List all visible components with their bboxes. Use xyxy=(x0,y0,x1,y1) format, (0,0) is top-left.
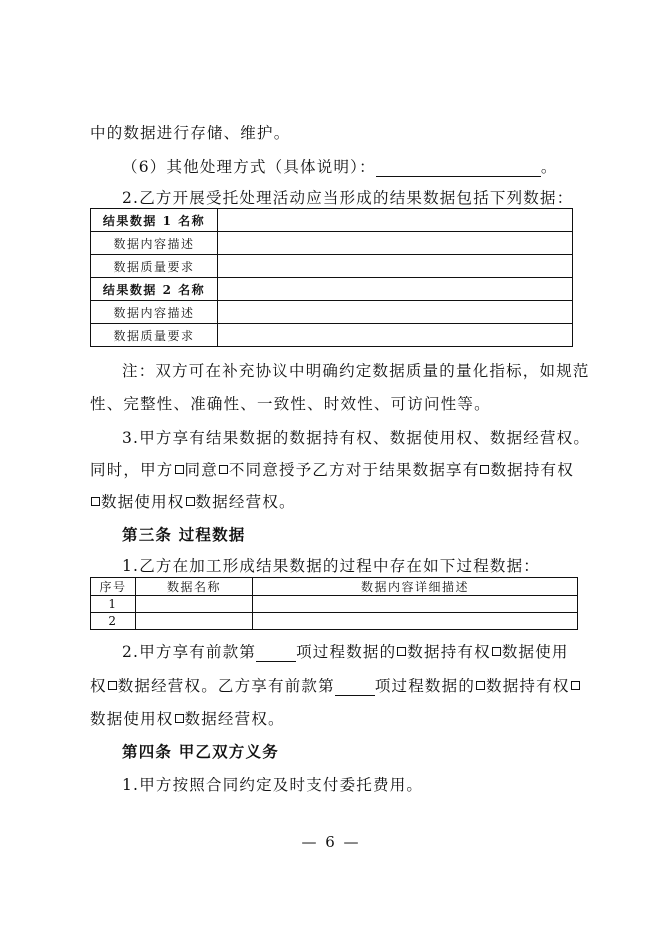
process-rights-c: 数据持有权 xyxy=(407,643,491,661)
table-header-cell: 序号 xyxy=(91,578,136,596)
paragraph-storage: 中的数据进行存储、维护。 xyxy=(90,124,291,142)
table-row xyxy=(91,324,573,347)
process-rights-d: 数据使用 xyxy=(501,643,569,661)
other-method-end: 。 xyxy=(540,158,558,176)
checkbox-a-usage-right[interactable] xyxy=(492,647,501,656)
table-row xyxy=(91,278,573,301)
checkbox-a-holding-right[interactable] xyxy=(397,647,406,656)
checkbox-disagree[interactable] xyxy=(219,465,228,474)
table-row xyxy=(91,209,573,232)
table-row xyxy=(91,232,573,255)
paragraph-process-data-intro: 1.乙方在加工形成结果数据的过程中存在如下过程数据： xyxy=(122,557,540,575)
result-data-table xyxy=(90,208,573,347)
grant-operation-text: 数据经营权。 xyxy=(195,493,296,511)
process-rights-f: 数据经营权。乙方享有前款第 xyxy=(117,677,335,695)
table-cell-value[interactable] xyxy=(218,278,573,301)
process-rights-b: 项过程数据的 xyxy=(296,643,397,661)
paragraph-process-rights-end xyxy=(90,707,285,729)
paragraph-result-data-intro: 2.乙方开展受托处理活动应当形成的结果数据包括下列数据： xyxy=(122,189,574,207)
checkbox-usage-right[interactable] xyxy=(91,497,100,506)
process-rights-a: 2.甲方享有前款第 xyxy=(122,643,257,661)
process-data-table xyxy=(90,577,578,630)
other-method-label: （6）其他处理方式（具体说明）： xyxy=(122,158,376,176)
note-line-1: 注：双方可在补充协议中明确约定数据质量的量化指标，如规范 xyxy=(122,362,590,380)
table-cell: 2 xyxy=(91,613,136,630)
table-cell[interactable] xyxy=(136,596,253,613)
heading-article-3: 第三条 过程数据 xyxy=(122,525,246,544)
item-number-blank-b[interactable] xyxy=(335,695,375,696)
table-cell-label: 数据内容描述 xyxy=(91,232,218,255)
checkbox-b-holding-right[interactable] xyxy=(476,681,485,690)
note-line-2: 性、完整性、准确性、一致性、时效性、可访问性等。 xyxy=(90,395,491,413)
table-cell-label: 结果数据 1 名称 xyxy=(91,209,218,232)
table-row xyxy=(91,301,573,324)
table-cell-value[interactable] xyxy=(218,301,573,324)
process-rights-g: 项过程数据的 xyxy=(374,677,476,695)
process-rights-h: 数据持有权 xyxy=(486,677,570,695)
paragraph-party-a-duty: 1.甲方按照合同约定及时支付委托费用。 xyxy=(122,776,424,794)
grant-text-d: 数据持有权 xyxy=(490,461,574,479)
table-cell-label: 数据质量要求 xyxy=(91,324,218,347)
paragraph-other-method xyxy=(122,155,558,177)
table-cell: 1 xyxy=(91,596,136,613)
table-cell-value[interactable] xyxy=(218,209,573,232)
table-cell[interactable] xyxy=(253,613,578,630)
table-row xyxy=(91,255,573,278)
table-cell-value[interactable] xyxy=(218,324,573,347)
grant-text-a: 同时，甲方 xyxy=(90,461,174,479)
paragraph-rights: 3.甲方享有结果数据的数据持有权、数据使用权、数据经营权。 xyxy=(122,429,591,447)
table-cell-value[interactable] xyxy=(218,255,573,278)
paragraph-process-rights-cont xyxy=(90,674,581,696)
heading-article-4: 第四条 甲乙双方义务 xyxy=(122,742,279,761)
process-rights-i: 数据使用权 xyxy=(90,710,174,728)
table-row xyxy=(91,613,578,630)
table-header-row xyxy=(91,578,578,596)
table-row xyxy=(91,596,578,613)
table-cell-value[interactable] xyxy=(218,232,573,255)
process-rights-e: 权 xyxy=(90,677,107,695)
process-rights-j: 数据经营权。 xyxy=(184,710,285,728)
checkbox-b-operation-right[interactable] xyxy=(175,714,184,723)
table-cell-label: 数据质量要求 xyxy=(91,255,218,278)
grant-text-c: 不同意授予乙方对于结果数据享有 xyxy=(228,461,480,479)
checkbox-operation-right[interactable] xyxy=(186,497,195,506)
checkbox-a-operation-right[interactable] xyxy=(108,681,117,690)
page-number: — 6 — xyxy=(301,833,361,851)
item-number-blank-a[interactable] xyxy=(256,661,296,662)
checkbox-holding-right[interactable] xyxy=(480,465,489,474)
grant-text-b: 同意 xyxy=(184,461,218,479)
table-header-cell: 数据内容详细描述 xyxy=(253,578,578,596)
checkbox-b-usage-right[interactable] xyxy=(571,681,580,690)
table-cell-label: 结果数据 2 名称 xyxy=(91,278,218,301)
table-cell-label: 数据内容描述 xyxy=(91,301,218,324)
paragraph-grant xyxy=(90,458,574,480)
table-cell[interactable] xyxy=(136,613,253,630)
paragraph-grant-cont xyxy=(90,490,296,512)
checkbox-agree[interactable] xyxy=(175,465,184,474)
other-method-blank[interactable] xyxy=(376,176,541,177)
paragraph-process-rights xyxy=(122,640,569,662)
grant-usage-text: 数据使用权 xyxy=(101,493,185,511)
table-header-cell: 数据名称 xyxy=(136,578,253,596)
table-cell[interactable] xyxy=(253,596,578,613)
